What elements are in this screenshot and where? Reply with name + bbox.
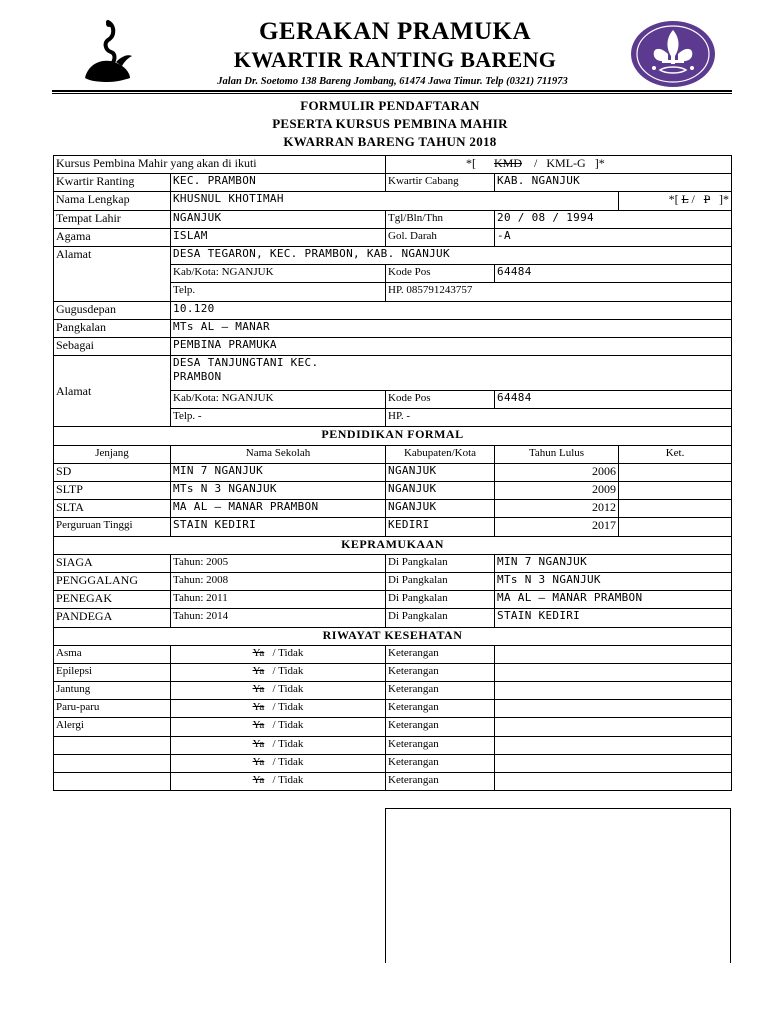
table-row — [54, 682, 732, 700]
gudep-value[interactable]: 10.120 — [171, 301, 732, 319]
col-header-tahun-lulus: Tahun Lulus — [495, 445, 619, 463]
table-row — [54, 518, 732, 536]
table-row — [54, 773, 732, 791]
gender-separator: / — [691, 192, 695, 207]
table-row — [54, 463, 732, 481]
table-row — [54, 700, 732, 718]
di-pangkalan-label: Di Pangkalan — [386, 572, 495, 590]
form-row-nama — [54, 192, 732, 210]
sekolah-cell[interactable]: MIN 7 NGANJUK — [171, 463, 386, 481]
telp2-value[interactable]: Telp. - — [171, 409, 386, 427]
kodepos-label: Kode Pos — [386, 265, 495, 283]
penyakit-cell: Epilepsi — [54, 663, 171, 681]
kepramukaan-title: KEPRAMUKAAN — [54, 536, 732, 554]
ya-option[interactable]: Ya — [252, 719, 265, 732]
kursus-choice[interactable] — [386, 156, 732, 174]
tidak-option[interactable]: / Tidak — [272, 755, 304, 768]
nama-value[interactable]: KHUSNUL KHOTIMAH — [171, 192, 619, 210]
kursus-label: Kursus Pembina Mahir yang akan di ikuti — [54, 156, 386, 174]
ya-tidak-choice[interactable] — [171, 700, 386, 718]
kodepos2-value[interactable]: 64484 — [495, 391, 732, 409]
tahun-cell[interactable]: Tahun: 2011 — [171, 591, 386, 609]
ket-cell[interactable] — [619, 518, 732, 536]
ya-option[interactable]: Ya — [252, 646, 265, 659]
tahun-cell[interactable]: Tahun: 2014 — [171, 609, 386, 627]
pendidikan-title: PENDIDIKAN FORMAL — [54, 427, 732, 445]
form-title-line2: PESERTA KURSUS PEMBINA MAHIR — [272, 116, 508, 131]
kesehatan-title: RIWAYAT KESEHATAN — [54, 627, 732, 645]
alamat-value[interactable]: DESA TEGARON, KEC. PRAMBON, KAB. NGANJUK — [171, 246, 732, 264]
tunas-kelapa-logo — [82, 18, 134, 88]
di-pangkalan-label: Di Pangkalan — [386, 609, 495, 627]
table-row — [54, 609, 732, 627]
goldarah-label: Gol. Darah — [386, 228, 495, 246]
ket-cell[interactable] — [619, 500, 732, 518]
golongan-cell: PENGGALANG — [54, 572, 171, 590]
kursus-separator: / — [534, 156, 538, 170]
table-row — [54, 554, 732, 572]
sekolah-cell[interactable]: MA AL – MANAR PRAMBON — [171, 500, 386, 518]
jenjang-cell: SLTP — [54, 482, 171, 500]
ya-option[interactable]: Ya — [252, 755, 265, 768]
agama-label: Agama — [54, 228, 171, 246]
jenjang-cell: SLTA — [54, 500, 171, 518]
tahun-cell[interactable]: 2017 — [495, 518, 619, 536]
form-row-pangkalan — [54, 319, 732, 337]
form-title-line3: KWARRAN BARENG TAHUN 2018 — [283, 134, 497, 149]
kota-cell[interactable]: NGANJUK — [386, 482, 495, 500]
col-header-nama-sekolah: Nama Sekolah — [171, 445, 386, 463]
kabkota2-value[interactable]: Kab/Kota: NGANJUK — [171, 391, 386, 409]
form-row-alamat — [54, 246, 732, 264]
tempat-lahir-label: Tempat Lahir — [54, 210, 171, 228]
kwartir-ranting-label: Kwartir Ranting — [54, 174, 171, 192]
table-row — [54, 718, 732, 736]
tidak-option[interactable]: / Tidak — [272, 737, 304, 750]
table-row — [54, 500, 732, 518]
keterangan-label: Keterangan — [386, 663, 495, 681]
sekolah-cell[interactable]: STAIN KEDIRI — [171, 518, 386, 536]
table-row — [54, 591, 732, 609]
ket-cell[interactable] — [619, 482, 732, 500]
kabkota-value[interactable]: Kab/Kota: NGANJUK — [171, 265, 386, 283]
table-row — [54, 482, 732, 500]
table-row — [54, 645, 732, 663]
pangkalan-label: Pangkalan — [54, 319, 171, 337]
col-header-kota: Kabupaten/Kota — [386, 445, 495, 463]
sebagai-value[interactable]: PEMBINA PRAMUKA — [171, 337, 732, 355]
tgl-label: Tgl/Bln/Thn — [386, 210, 495, 228]
pangkalan-cell[interactable]: MA AL – MANAR PRAMBON — [495, 591, 732, 609]
ya-option[interactable]: Ya — [252, 737, 265, 750]
ya-tidak-choice[interactable] — [171, 773, 386, 791]
org-name-line2: KWARTIR RANTING BARENG — [233, 47, 557, 72]
form-row-agama — [54, 228, 732, 246]
header-divider — [52, 90, 732, 92]
keterangan-value[interactable] — [495, 718, 732, 736]
ya-option[interactable]: Ya — [252, 701, 265, 714]
ya-tidak-choice[interactable] — [171, 663, 386, 681]
penyakit-cell: Jantung — [54, 682, 171, 700]
alamat2-label: Alamat — [54, 356, 171, 427]
ya-option[interactable]: Ya — [252, 683, 265, 696]
keterangan-value[interactable] — [495, 754, 732, 772]
table-row — [54, 736, 732, 754]
pendidikan-section-header — [54, 427, 732, 445]
org-address: Jalan Dr. Soetomo 138 Bareng Jombang, 61474 Jawa Timur. Telp (0321) 711973 — [217, 76, 568, 87]
kwartir-ranting-value[interactable]: KEC. PRAMBON — [171, 174, 386, 192]
ya-tidak-choice[interactable] — [171, 645, 386, 663]
table-row — [54, 754, 732, 772]
keterangan-label: Keterangan — [386, 754, 495, 772]
registration-form-table — [53, 155, 732, 791]
ya-tidak-choice[interactable] — [171, 682, 386, 700]
penyakit-cell[interactable] — [54, 754, 171, 772]
keterangan-label: Keterangan — [386, 718, 495, 736]
gender-choice[interactable] — [619, 192, 732, 210]
keterangan-value[interactable] — [495, 736, 732, 754]
kodepos-value[interactable]: 64484 — [495, 265, 732, 283]
tempat-lahir-value[interactable]: NGANJUK — [171, 210, 386, 228]
tahun-cell[interactable]: 2006 — [495, 463, 619, 481]
form-row-alamat2 — [54, 356, 732, 391]
keterangan-label: Keterangan — [386, 682, 495, 700]
sebagai-label: Sebagai — [54, 337, 171, 355]
pangkalan-cell[interactable]: STAIN KEDIRI — [495, 609, 732, 627]
kesehatan-section-header — [54, 627, 732, 645]
pendidikan-column-headers — [54, 445, 732, 463]
tidak-option[interactable]: / Tidak — [272, 664, 304, 677]
kursus-open-bracket: *[ — [466, 156, 477, 170]
kursus-option-kmd[interactable]: KMD — [494, 156, 523, 170]
ya-tidak-choice[interactable] — [171, 736, 386, 754]
agama-value[interactable]: ISLAM — [171, 228, 386, 246]
kursus-close-bracket: ]* — [594, 156, 605, 170]
kodepos2-label: Kode Pos — [386, 391, 495, 409]
hp-value[interactable]: HP. 085791243757 — [386, 283, 732, 301]
keterangan-label: Keterangan — [386, 645, 495, 663]
gender-option-p[interactable]: P — [703, 192, 711, 207]
penyakit-cell[interactable] — [54, 773, 171, 791]
di-pangkalan-label: Di Pangkalan — [386, 591, 495, 609]
gender-option-l[interactable]: L — [681, 192, 689, 207]
org-name-line1: GERAKAN PRAMUKA — [258, 18, 532, 45]
kota-cell[interactable]: KEDIRI — [386, 518, 495, 536]
kwartir-cabang-value[interactable]: KAB. NGANJUK — [495, 174, 732, 192]
tidak-option[interactable]: / Tidak — [272, 646, 304, 659]
tidak-option[interactable]: / Tidak — [272, 719, 304, 732]
keterangan-label: Keterangan — [386, 736, 495, 754]
table-row — [54, 663, 732, 681]
jenjang-cell: Perguruan Tinggi — [54, 518, 171, 536]
kursus-option-kmlg[interactable]: KML-G — [546, 156, 586, 170]
keterangan-value[interactable] — [495, 773, 732, 791]
form-row-kwartir — [54, 174, 732, 192]
ya-tidak-choice[interactable] — [171, 718, 386, 736]
kwartir-cabang-label: Kwartir Cabang — [386, 174, 495, 192]
form-title-line1: FORMULIR PENDAFTARAN — [300, 98, 480, 113]
ya-option[interactable]: Ya — [252, 664, 265, 677]
ya-tidak-choice[interactable] — [171, 754, 386, 772]
nama-label: Nama Lengkap — [54, 192, 171, 210]
golongan-cell: PANDEGA — [54, 609, 171, 627]
golongan-cell: SIAGA — [54, 554, 171, 572]
form-row-tempat-lahir — [54, 210, 732, 228]
penyakit-cell: Asma — [54, 645, 171, 663]
sekolah-cell[interactable]: MTs N 3 NGANJUK — [171, 482, 386, 500]
pangkalan-cell[interactable]: MTs N 3 NGANJUK — [495, 572, 732, 590]
gender-close-bracket: ]* — [719, 192, 730, 207]
telp-value[interactable]: Telp. — [171, 283, 386, 301]
di-pangkalan-label: Di Pangkalan — [386, 554, 495, 572]
alamat2-value[interactable] — [171, 356, 732, 391]
kota-cell[interactable]: NGANJUK — [386, 500, 495, 518]
tgl-value[interactable]: 20 / 08 / 1994 — [495, 210, 732, 228]
keterangan-value[interactable] — [495, 700, 732, 718]
keterangan-value[interactable] — [495, 645, 732, 663]
alamat-label: Alamat — [54, 246, 171, 301]
golongan-cell: PENEGAK — [54, 591, 171, 609]
tidak-option[interactable]: / Tidak — [272, 701, 304, 714]
goldarah-value[interactable]: -A — [495, 228, 732, 246]
hp2-value[interactable]: HP. - — [386, 409, 732, 427]
pangkalan-value[interactable]: MTs AL – MANAR — [171, 319, 732, 337]
alamat2-text: DESA TANJUNGTANI KEC. PRAMBON — [173, 356, 319, 384]
penyakit-cell[interactable] — [54, 736, 171, 754]
gudep-label: Gugusdepan — [54, 301, 171, 319]
tahun-cell[interactable]: Tahun: 2008 — [171, 572, 386, 590]
jenjang-cell: SD — [54, 463, 171, 481]
ya-option[interactable]: Ya — [252, 774, 265, 786]
ket-cell[interactable] — [619, 463, 732, 481]
kepramukaan-section-header — [54, 536, 732, 554]
tahun-cell[interactable]: 2012 — [495, 500, 619, 518]
penyakit-cell: Paru-paru — [54, 700, 171, 718]
kota-cell[interactable]: NGANJUK — [386, 463, 495, 481]
form-row-sebagai — [54, 337, 732, 355]
col-header-ket: Ket. — [619, 445, 732, 463]
tidak-option[interactable]: / Tidak — [272, 774, 304, 786]
tidak-option[interactable]: / Tidak — [272, 683, 304, 696]
keterangan-label: Keterangan — [386, 700, 495, 718]
keterangan-value[interactable] — [495, 682, 732, 700]
tahun-cell[interactable]: 2009 — [495, 482, 619, 500]
pangkalan-cell[interactable]: MIN 7 NGANJUK — [495, 554, 732, 572]
penyakit-cell: Alergi — [54, 718, 171, 736]
table-row — [54, 572, 732, 590]
keterangan-value[interactable] — [495, 663, 732, 681]
gender-open-bracket: *[ — [668, 192, 679, 207]
col-header-jenjang: Jenjang — [54, 445, 171, 463]
tahun-cell[interactable]: Tahun: 2005 — [171, 554, 386, 572]
form-row-kursus — [54, 156, 732, 174]
header-divider-thin — [52, 93, 732, 94]
photo-signature-box[interactable] — [385, 808, 731, 963]
keterangan-label: Keterangan — [386, 773, 495, 791]
form-row-gudep — [54, 301, 732, 319]
